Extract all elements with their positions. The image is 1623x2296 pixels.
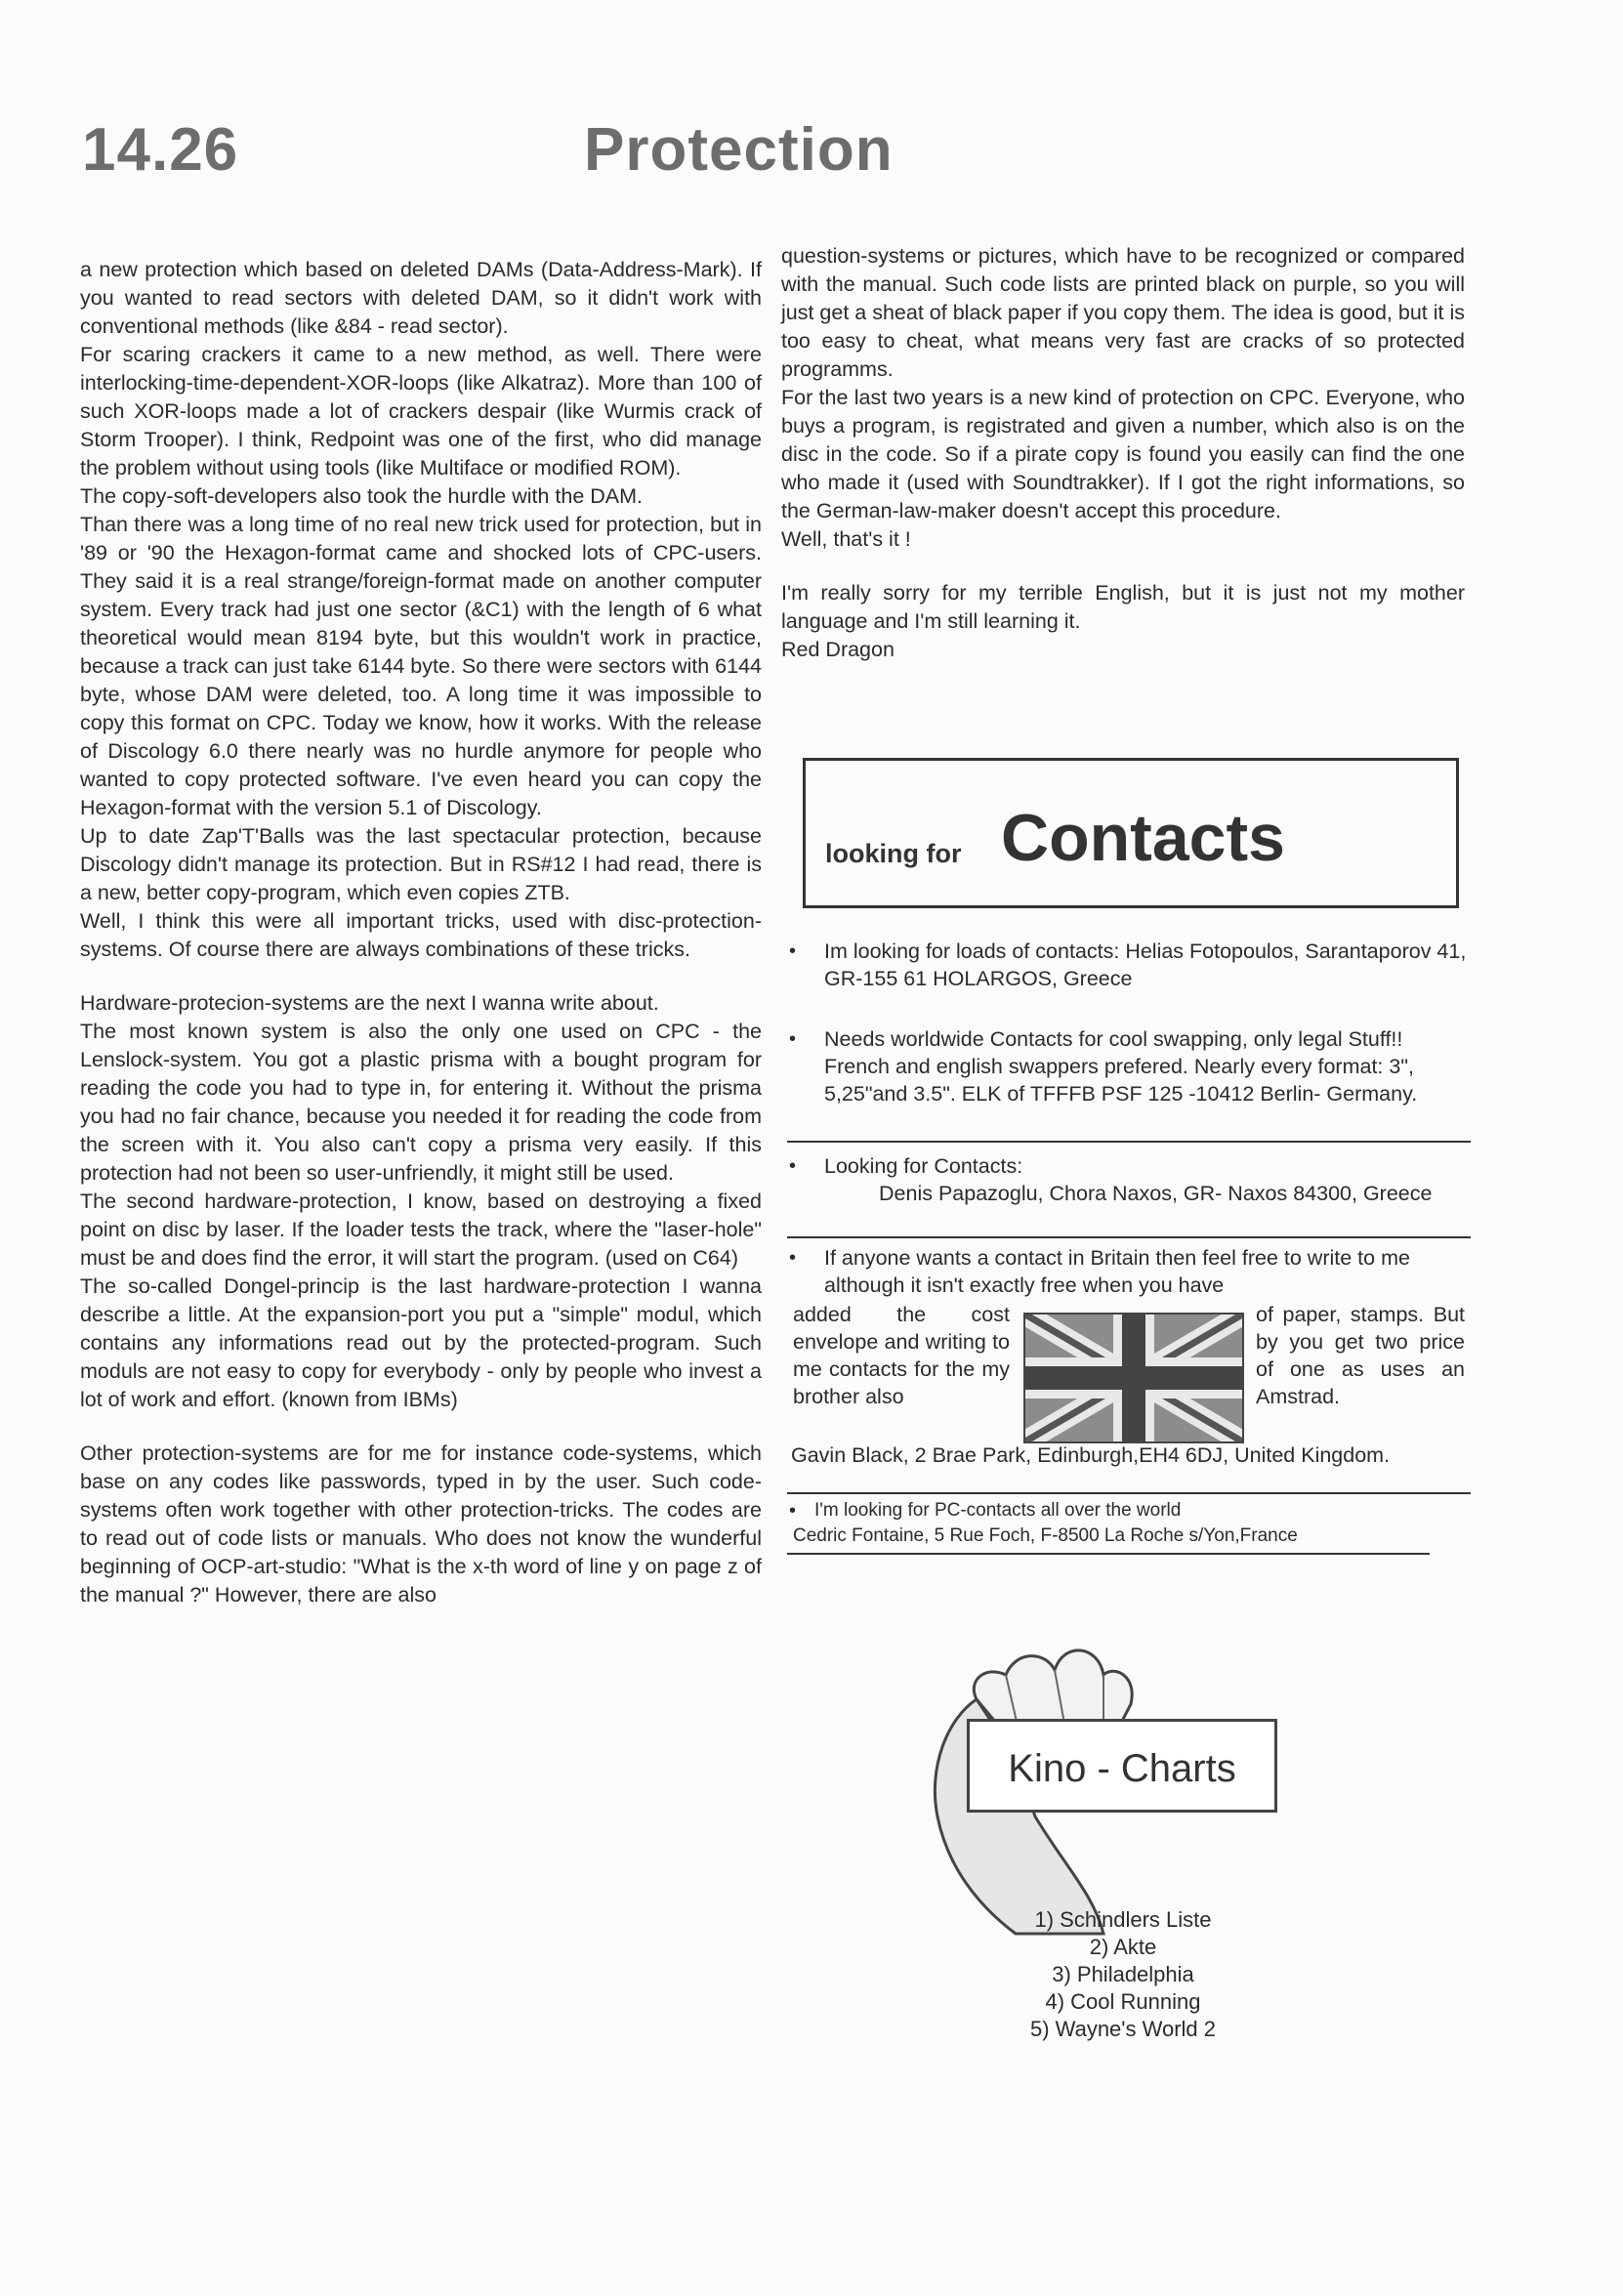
paragraph: I'm really sorry for my terrible English, but it is just not my mother language and I'm still learning it. — [781, 581, 1465, 633]
paragraph: Hardware-protecion-systems are the next I wanna write about. — [80, 991, 659, 1015]
contact-entry — [789, 1498, 1473, 1549]
bullet-icon: • — [789, 1247, 797, 1269]
contact-address: Gavin Black, 2 Brae Park, Edinburgh,EH4 6DJ, United Kingdom. — [791, 1443, 1391, 1467]
contact-entry — [789, 938, 1473, 992]
contact-text: Denis Papazoglu, Chora Naxos, GR- Naxos 84300, Greece — [879, 1182, 1433, 1205]
paragraph: For scaring crackers it came to a new method, as well. There were interlocking-time-dependent-XOR-loops (like Alkatraz). More than 100 of such XOR-loops made a lot of crackers despair (like Wurmis crack of Storm Trooper). I think, Redpoint was one of the first, who did manage the problem without using tools (like Multiface or modified ROM). — [80, 343, 762, 480]
kino-charts-list — [977, 1906, 1269, 2043]
paragraph: The most known system is also the only one used on CPC - the Lenslock-system. You got a plastic prisma with a bought program for reading the code you had to type in, for entering it. Without the prisma you had no fair chance, because you needed it for reading the code from the screen with it. You also can't copy a prisma very easily. If this protection had not been so user-unfriendly, it might still be used. — [80, 1020, 762, 1185]
right-column — [781, 242, 1465, 664]
contact-text: If anyone wants a contact in Britain then feel free to write to me although it isn't exactly free when you have — [824, 1246, 1410, 1297]
paragraph: The copy-soft-developers also took the hurdle with the DAM. — [80, 484, 644, 508]
contacts-heading-big: Contacts — [1001, 801, 1285, 875]
list-item: 1) Schindlers Liste — [1034, 1907, 1212, 1932]
list-item: 2) Akte — [1089, 1935, 1157, 1959]
paragraph: The so-called Dongel-princip is the last hardware-protection I wanna describe a little. At the expansion-port you put a "simple" modul, which contains any informations read out by the protected-program. Such moduls are not easy to copy for everybody - only by people who invest a lot of work and effort. (known from IBMs) — [80, 1274, 762, 1411]
paragraph: Than there was a long time of no real new trick used for protection, but in '89 or '90 the Hexagon-format came and shocked lots of CPC-users. They said it is a real strange/foreign-format made on another computer system. Every track had just one sector (&C1) with the length of 6 what theoretical would mean 8194 byte, but this wouldn't work in practice, because a track can just take 6144 byte. So there were sectors with 6144 byte, whose DAM were deleted, too. A long time it was impossible to copy this format on CPC. Today we know, how it works. With the release of Discology 6.0 there nearly was no hurdle anymore for people who wanted to copy protected software. I've even heard you can copy the Hexagon-format with the version 5.1 of Discology. — [80, 513, 762, 819]
contact-text: I'm looking for PC-contacts all over the world — [814, 1500, 1182, 1521]
contact-entry — [789, 1244, 1473, 1299]
contact-text-left: added the cost envelope and writing to me contacts for the my brother also — [793, 1303, 1010, 1408]
paragraph: Other protection-systems are for me for instance code-systems, which base on any codes like passwords, typed in by the user. Such code-systems often work together with other protection-tricks. The codes are to read out of code lists or manuals. Who does not know the wunderful beginning of OCP-art-studio: "What is the x-th word of line y on page z of the manual ?" However, there are also — [80, 1441, 762, 1607]
divider — [787, 1141, 1471, 1143]
contact-text: Looking for Contacts: — [824, 1154, 1023, 1178]
contact-text: Needs worldwide Contacts for cool swapping, only legal Stuff!! French and english swappers prefered. Nearly every format: 3", 5,25"and 3.5". ELK of TFFFB PSF 125 -10412 Berlin- Germany. — [824, 1027, 1418, 1106]
paragraph: a new protection which based on deleted DAMs (Data-Address-Mark). If you wanted to read sectors with deleted DAM, so it didn't work with conventional methods (like &84 - read sector). — [80, 258, 762, 338]
page-number: 14.26 — [82, 116, 239, 184]
paragraph: Well, I think this were all important tricks, used with disc-protection-systems. Of course there are always combinations of these tricks. — [80, 909, 762, 961]
paragraph: For the last two years is a new kind of protection on CPC. Everyone, who buys a program, is registrated and given a number, which also is on the disc in the code. So if a pirate copy is found you easily can find the one who made it (used with Soundtrakker). If I got the right informations, so the German-law-maker doesn't accept this procedure. — [781, 386, 1465, 522]
contacts-heading-box — [803, 758, 1459, 908]
left-column — [80, 256, 762, 1609]
contacts-heading-small: looking for — [825, 839, 962, 868]
page-title: Protection — [584, 116, 894, 184]
divider — [787, 1236, 1471, 1238]
list-item: 4) Cool Running — [1045, 1989, 1201, 2014]
contact-text: Im looking for loads of contacts: Helias Fotopoulos, Sarantaporov 41, GR-155 61 HOLARGOS, Greece — [824, 939, 1467, 990]
list-item: 3) Philadelphia — [1052, 1962, 1194, 1986]
bullet-icon: • — [789, 1155, 797, 1177]
contact-entry — [789, 1152, 1473, 1207]
paragraph: question-systems or pictures, which have to be recognized or compared with the manual. Such code lists are printed black on purple, so you will just get a sheat of black paper if you copy them. The idea is good, but it is too easy to cheat, what means very fast are cracks of so protected programms. — [781, 244, 1465, 381]
bullet-icon: • — [789, 1500, 797, 1522]
divider — [787, 1553, 1430, 1555]
paragraph: The second hardware-protection, I know, based on destroying a fixed point on disc by laser. If the loader tests the track, where the "laser-hole" must be and does find the error, it will start the program. (used on C64) — [80, 1190, 762, 1270]
contact-text-right: of paper, stamps. But by you get two price of one as uses an Amstrad. — [1256, 1303, 1465, 1408]
bullet-icon: • — [789, 940, 797, 962]
list-item: 5) Wayne's World 2 — [1029, 2017, 1217, 2041]
contact-entry — [789, 1025, 1473, 1107]
paragraph: Well, that's it ! — [781, 527, 911, 551]
union-jack-flag-icon — [1023, 1313, 1244, 1443]
divider — [787, 1492, 1471, 1494]
author-signature: Red Dragon — [781, 638, 895, 661]
bullet-icon: • — [789, 1028, 797, 1050]
kino-charts-card: Kino - Charts — [967, 1719, 1277, 1813]
contact-text: Cedric Fontaine, 5 Rue Foch, F-8500 La Roche s/Yon,France — [793, 1525, 1298, 1546]
paragraph: Up to date Zap'T'Balls was the last spectacular protection, because Discology didn't manage its protection. But in RS#12 I had read, there is a new, better copy-program, which even copies ZTB. — [80, 824, 762, 904]
